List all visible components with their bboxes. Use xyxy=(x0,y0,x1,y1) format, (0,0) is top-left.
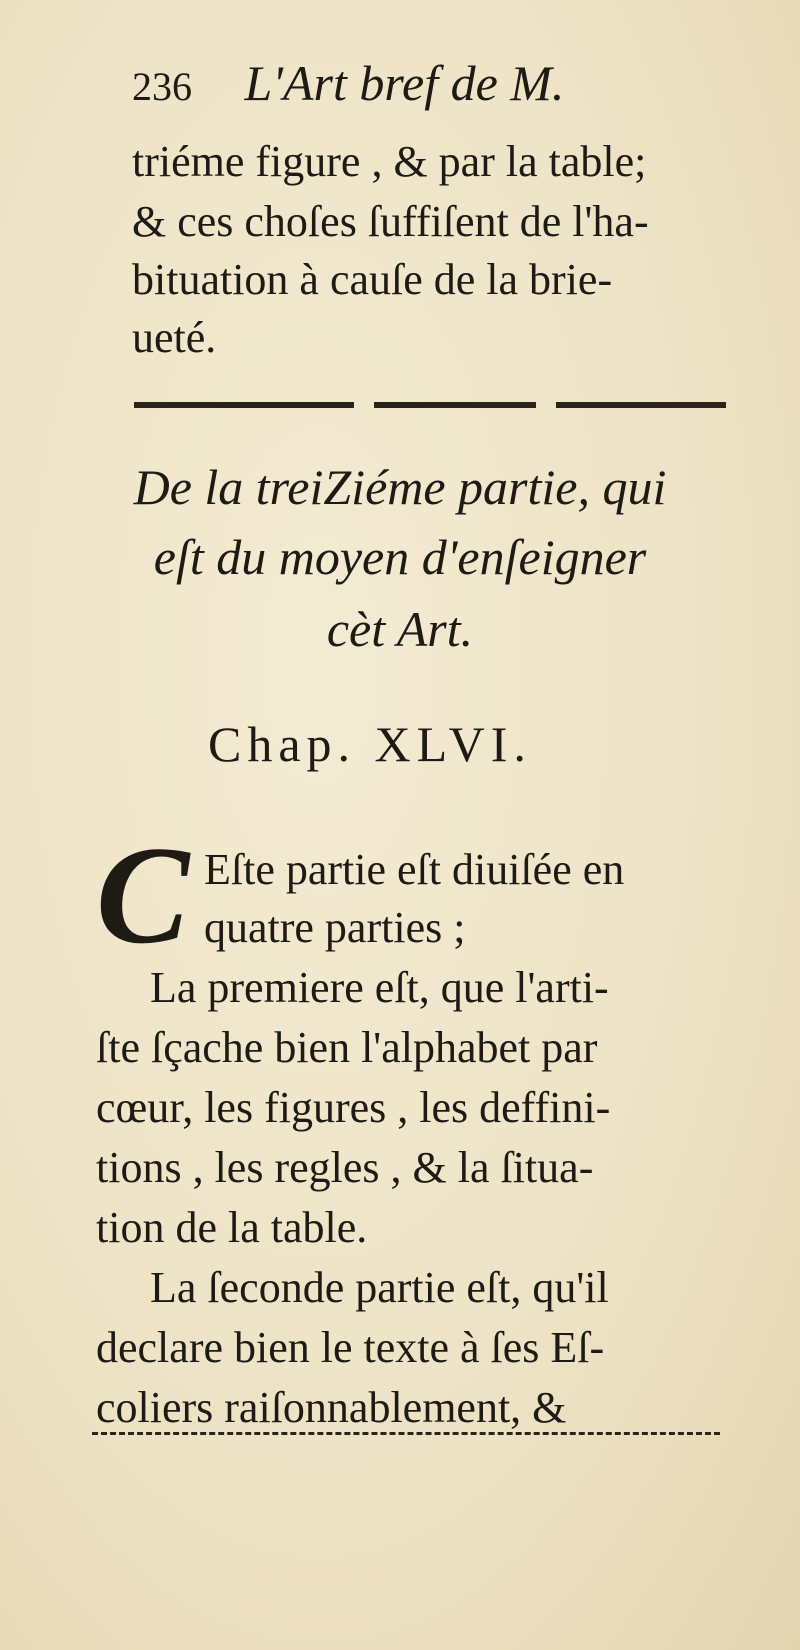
chapter-title: Chap. XLVI. xyxy=(208,716,532,772)
text-line: tions , les regles , & la ſitua- xyxy=(96,1143,594,1192)
text-line: tion de la table. xyxy=(96,1203,368,1252)
text-line: quatre parties ; xyxy=(204,903,466,952)
text-line: bituation à cauſe de la brie- xyxy=(132,255,613,304)
page-number: 236 xyxy=(132,64,192,109)
text-line: ſte ſçache bien l'alphabet par xyxy=(96,1023,598,1072)
text-line: La premiere eſt, que l'arti- xyxy=(150,963,609,1012)
running-title: L'Art bref de M. xyxy=(244,55,565,111)
text-line: cœur, les figures , les deffini- xyxy=(96,1083,611,1132)
text-line: & ces choſes ſuffiſent de l'ha- xyxy=(132,197,649,246)
section-heading-line: eſt du moyen d'enſeigner xyxy=(153,529,647,585)
section-heading-line: De la treiZiéme partie, qui xyxy=(133,459,667,515)
section-heading-line: cèt Art. xyxy=(326,601,474,657)
divider-rule xyxy=(556,402,726,408)
page-header xyxy=(132,55,565,111)
text-line: ueté. xyxy=(132,313,217,362)
text-line: coliers raiſonnablement, & xyxy=(96,1383,567,1432)
text-line: triéme figure , & par la table; xyxy=(132,137,647,186)
divider-rule xyxy=(374,402,536,408)
text-line: declare bien le texte à ſes Eſ- xyxy=(96,1323,605,1372)
text-line: Eſte partie eſt diuiſée en xyxy=(204,845,625,894)
text-line: La ſeconde partie eſt, qu'il xyxy=(150,1263,609,1312)
bottom-rule xyxy=(92,1432,720,1435)
divider-rule xyxy=(134,402,354,408)
drop-cap: C xyxy=(96,818,190,973)
